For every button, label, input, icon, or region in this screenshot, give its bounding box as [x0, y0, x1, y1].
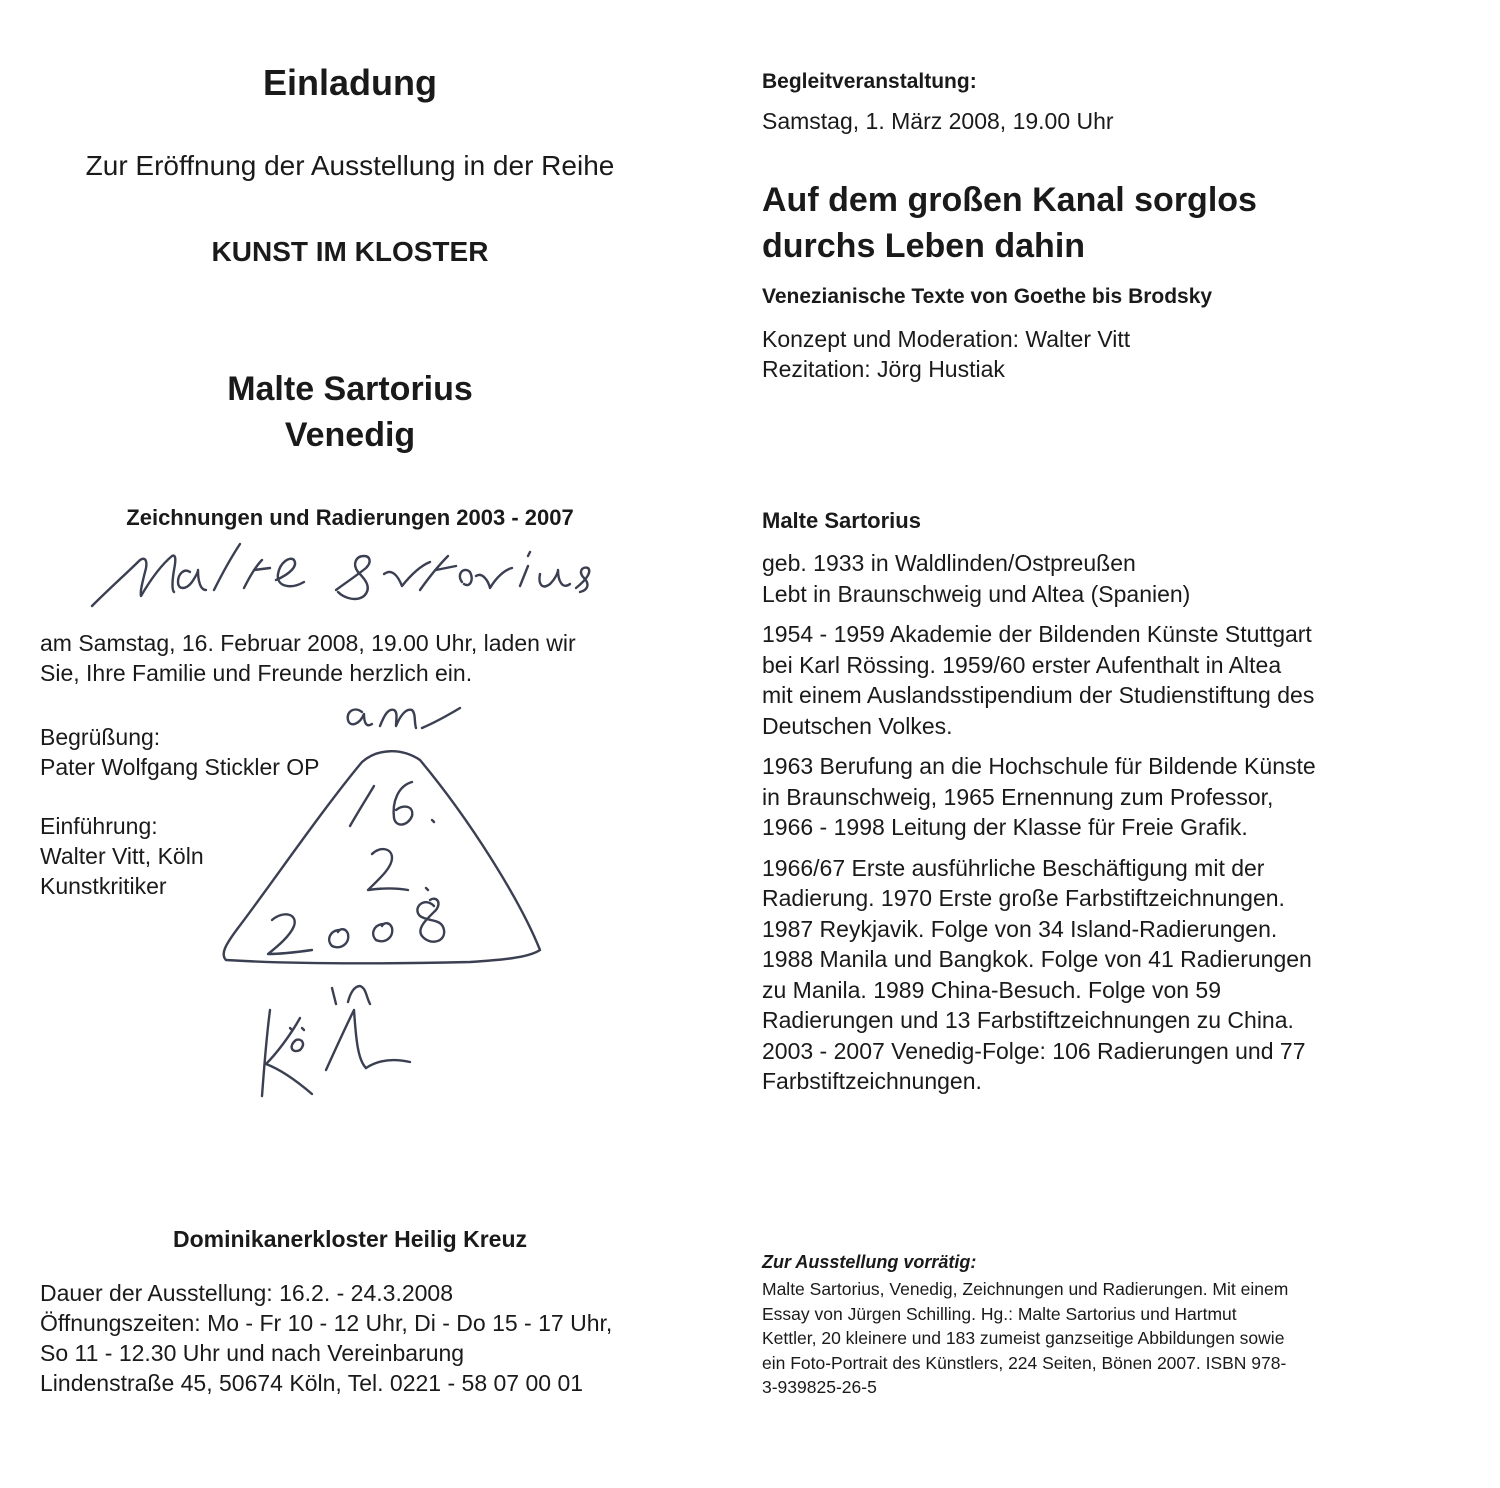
info-line: Lindenstraße 45, 50674 Köln, Tel. 0221 - 58 07 00 01	[40, 1370, 584, 1396]
left-panel	[0, 0, 700, 1488]
catalog-line: Malte Sartorius, Venedig, Zeichnungen und Radierungen. Mit einem	[762, 1279, 1289, 1299]
exhibition-title: Venedig	[284, 416, 416, 454]
invitation-title: Einladung	[263, 62, 437, 103]
greeting-block	[40, 722, 320, 782]
catalog-line: Kettler, 20 kleinere und 183 zumeist ganzseitige Abbildungen sowie	[762, 1328, 1285, 1348]
credit-line: Konzept und Moderation: Walter Vitt	[762, 326, 1131, 352]
artist-biography	[762, 548, 1402, 1107]
catalog-line: 3-939825-26-5	[762, 1377, 877, 1397]
bio-line: geb. 1933 in Waldlinden/Ostpreußen	[762, 550, 1136, 576]
introduction-block	[40, 811, 204, 901]
intro-role: Kunstkritiker	[40, 873, 167, 899]
info-line: So 11 - 12.30 Uhr und nach Vereinbarung	[40, 1340, 465, 1366]
bio-line: Deutschen Volkes.	[762, 712, 953, 739]
exhibition-info	[40, 1278, 680, 1398]
event-date: Samstag, 1. März 2008, 19.00 Uhr	[762, 108, 1114, 134]
bio-heading: Malte Sartorius	[762, 508, 921, 533]
event-title	[762, 177, 1257, 269]
event-heading: Begleitveranstaltung:	[762, 70, 977, 93]
bio-paragraph	[762, 619, 1402, 741]
bio-line: zu Manila. 1989 China-Besuch. Folge von 59	[762, 976, 1222, 1003]
bio-line: 1988 Manila und Bangkok. Folge von 41 Radierungen	[762, 946, 1312, 972]
catalog-heading: Zur Ausstellung vorrätig:	[762, 1252, 977, 1272]
catalog-description	[762, 1277, 1402, 1400]
opening-date-line: Sie, Ihre Familie und Freunde herzlich ein.	[40, 660, 473, 686]
opening-date-text	[40, 628, 660, 688]
event-title-line: durchs Leben dahin	[762, 227, 1086, 265]
exhibition-heading	[0, 366, 700, 458]
works-description: Zeichnungen und Radierungen 2003 - 2007	[126, 505, 574, 530]
bio-line: in Braunschweig, 1965 Ernennung zum Professor,	[762, 783, 1274, 810]
catalog-line: Essay von Jürgen Schilling. Hg.: Malte Sartorius und Hartmut	[762, 1303, 1237, 1324]
bio-line: Farbstiftzeichnungen.	[762, 1068, 982, 1094]
bio-paragraph	[762, 548, 1402, 609]
bio-paragraph	[762, 751, 1402, 843]
event-subtitle: Venezianische Texte von Goethe bis Brodsky	[762, 285, 1213, 308]
artist-name: Malte Sartorius	[227, 370, 473, 408]
venue-name: Dominikanerkloster Heilig Kreuz	[172, 1226, 528, 1252]
bio-paragraph	[762, 853, 1402, 1097]
bio-line: 1966/67 Erste ausführliche Beschäftigung mit der	[762, 854, 1265, 881]
bio-line: mit einem Auslandsstipendium der Studienstiftung des	[762, 682, 1315, 708]
greeting-name: Pater Wolfgang Stickler OP	[40, 754, 320, 780]
bio-line: bei Karl Rössing. 1959/60 erster Aufenthalt in Altea	[762, 651, 1282, 678]
bio-line: 1954 - 1959 Akademie der Bildenden Künste Stuttgart	[762, 621, 1312, 647]
opening-date-line: am Samstag, 16. Februar 2008, 19.00 Uhr, laden wir	[40, 630, 576, 656]
right-panel	[762, 0, 1462, 1488]
intro-label: Einführung:	[40, 813, 158, 839]
catalog-line: ein Foto-Portrait des Künstlers, 224 Seiten, Bönen 2007. ISBN 978-	[762, 1352, 1287, 1373]
bio-line: Radierung. 1970 Erste große Farbstiftzeichnungen.	[762, 885, 1285, 911]
info-line: Öffnungszeiten: Mo - Fr 10 - 12 Uhr, Di - Do 15 - 17 Uhr,	[40, 1310, 613, 1336]
bio-line: Radierungen und 13 Farbstiftzeichnungen zu China.	[762, 1007, 1294, 1033]
info-line: Dauer der Ausstellung: 16.2. - 24.3.2008	[40, 1280, 454, 1306]
bio-line: 1963 Berufung an die Hochschule für Bildende Künste	[762, 753, 1316, 779]
bio-line: 1966 - 1998 Leitung der Klasse für Freie Grafik.	[762, 814, 1248, 840]
event-title-line: Auf dem großen Kanal sorglos	[762, 181, 1257, 219]
invitation-subtitle: Zur Eröffnung der Ausstellung in der Reihe	[85, 150, 615, 181]
credit-line: Rezitation: Jörg Hustiak	[762, 356, 1005, 382]
intro-name: Walter Vitt, Köln	[40, 843, 204, 869]
series-name: KUNST IM KLOSTER	[211, 236, 489, 267]
greeting-label: Begrüßung:	[40, 724, 161, 750]
bio-line: Lebt in Braunschweig und Altea (Spanien)	[762, 580, 1191, 607]
bio-line: 2003 - 2007 Venedig-Folge: 106 Radierungen und 77	[762, 1037, 1306, 1064]
bio-line: 1987 Reykjavik. Folge von 34 Island-Radierungen.	[762, 915, 1278, 942]
event-credits	[762, 324, 1130, 384]
